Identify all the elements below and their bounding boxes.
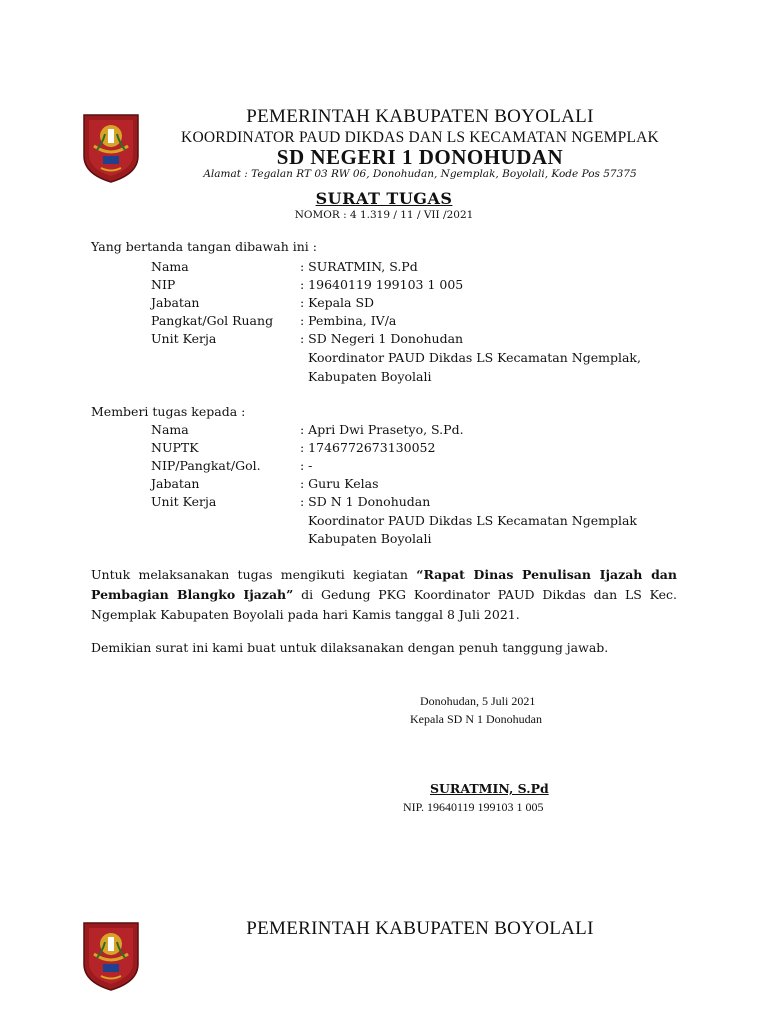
next-page-government-header: PEMERINTAH KABUPATEN BOYOLALI bbox=[246, 918, 594, 939]
assignee-nuptk-label: NUPTK bbox=[151, 440, 199, 455]
signature-position: Kepala SD N 1 Donohudan bbox=[410, 712, 542, 726]
boyolali-emblem-logo bbox=[81, 112, 141, 184]
assignee-position-value: : Guru Kelas bbox=[300, 476, 379, 491]
shield-icon bbox=[81, 920, 141, 992]
signature-name: SURATMIN, S.Pd bbox=[430, 781, 549, 796]
boyolali-emblem-logo-2 bbox=[81, 920, 141, 992]
assignment-line-3: Ngemplak Kabupaten Boyolali pada hari Kamis tanggal 8 Juli 2021. bbox=[91, 607, 520, 622]
assignment-text-a: Untuk melaksanakan tugas mengikuti kegiatan bbox=[91, 567, 417, 582]
signer-unit-line2: Koordinator PAUD Dikdas LS Kecamatan Ngemplak, bbox=[308, 350, 641, 365]
signer-unit-value: : SD Negeri 1 Donohudan bbox=[300, 331, 464, 346]
signer-unit-label: Unit Kerja bbox=[151, 331, 217, 346]
assignee-nip-value: : - bbox=[300, 458, 313, 473]
coordinator-header: KOORDINATOR PAUD DIKDAS DAN LS KECAMATAN NGEMPLAK bbox=[181, 129, 659, 146]
assignee-unit-label: Unit Kerja bbox=[151, 494, 217, 509]
assignee-nip-label: NIP/Pangkat/Gol. bbox=[151, 458, 261, 473]
signature-nip: NIP. 19640119 199103 1 005 bbox=[403, 800, 544, 814]
school-name: SD NEGERI 1 DONOHUDAN bbox=[276, 145, 564, 169]
assignee-unit-line3: Kabupaten Boyolali bbox=[308, 531, 432, 546]
signer-rank-value: : Pembina, IV/a bbox=[300, 313, 397, 328]
assignee-name-label: Nama bbox=[151, 422, 189, 437]
signer-rank-label: Pangkat/Gol Ruang bbox=[151, 313, 274, 328]
government-header: PEMERINTAH KABUPATEN BOYOLALI bbox=[246, 106, 594, 127]
assignee-unit-line2: Koordinator PAUD Dikdas LS Kecamatan Ngemplak bbox=[308, 513, 637, 528]
assignee-name-value: : Apri Dwi Prasetyo, S.Pd. bbox=[300, 422, 464, 437]
signer-intro: Yang bertanda tangan dibawah ini : bbox=[91, 239, 317, 254]
closing-paragraph: Demikian surat ini kami buat untuk dilaksanakan dengan penuh tanggung jawab. bbox=[91, 640, 609, 655]
assignment-line-2 bbox=[91, 585, 677, 605]
document-title: SURAT TUGAS bbox=[315, 189, 453, 208]
assignment-text-b: di Gedung PKG Koordinator PAUD Dikdas dan LS Kec. bbox=[293, 587, 678, 602]
assignee-unit-value: : SD N 1 Donohudan bbox=[300, 494, 431, 509]
signer-position-value: : Kepala SD bbox=[300, 295, 375, 310]
assignee-nuptk-value: : 1746772673130052 bbox=[300, 440, 436, 455]
signer-position-label: Jabatan bbox=[151, 295, 200, 310]
event-name-part1: “Rapat Dinas Penulisan Ijazah dan bbox=[416, 567, 677, 582]
signer-nip-value: : 19640119 199103 1 005 bbox=[300, 277, 464, 292]
assignee-position-label: Jabatan bbox=[151, 476, 200, 491]
assignee-intro: Memberi tugas kepada : bbox=[91, 404, 246, 419]
shield-icon bbox=[81, 112, 141, 184]
document-number: NOMOR : 4 1.319 / 11 / VII /2021 bbox=[294, 209, 474, 221]
signer-nip-label: NIP bbox=[151, 277, 176, 292]
event-name-part2: Pembagian Blangko Ijazah” bbox=[91, 587, 294, 602]
school-address: Alamat : Tegalan RT 03 RW 06, Donohudan, Ngemplak, Boyolali, Kode Pos 57375 bbox=[203, 168, 637, 180]
signer-name-value: : SURATMIN, S.Pd bbox=[300, 259, 418, 274]
signer-unit-line3: Kabupaten Boyolali bbox=[308, 369, 432, 384]
assignment-paragraph bbox=[91, 565, 677, 625]
signature-place-date: Donohudan, 5 Juli 2021 bbox=[420, 694, 536, 708]
assignment-line-1 bbox=[91, 565, 677, 585]
signer-name-label: Nama bbox=[151, 259, 189, 274]
